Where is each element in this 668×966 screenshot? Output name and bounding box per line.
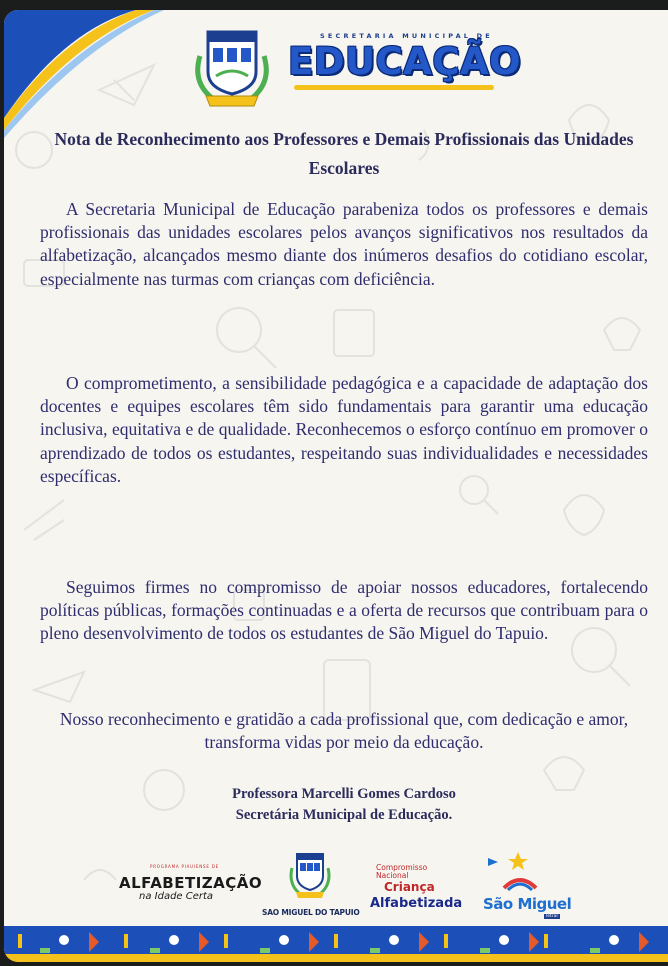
alfabetizacao-logo: ALFABETIZAÇÃO xyxy=(119,874,263,892)
alfabetizacao-subtitle: na Idade Certa xyxy=(139,891,214,902)
sao-miguel-letrar-icon xyxy=(482,848,562,894)
signature-role: Secretária Municipal de Educação. xyxy=(235,807,453,823)
footer-logos xyxy=(4,844,668,928)
alfabetizada-label: Alfabetizada xyxy=(370,896,463,911)
paragraph-1: A Secretaria Municipal de Educação parabeniza todos os professores e demais profissionais das unidades escolares pelos avanços significativos nos resultados da alfabetização, alcançados mesmo diante dos inúmeros desafios do cotidiano escolar, especialmente nas turmas com crianças com deficiência. xyxy=(40,199,648,289)
municipio-label: SAO MIGUEL DO TAPUIO xyxy=(262,908,360,917)
crianca-label: Criança xyxy=(384,880,435,894)
educacao-underline xyxy=(294,85,494,90)
paragraph-2: O comprometimento, a sensibilidade pedagógica e a capacidade de adaptação dos docentes e equipes escolares têm sido fundamentais para garantir uma educação inclusiva, equitativa e de qualidade. Reconhecemos o esforço contínuo em promover o aprendizado de todos os estudantes, respeitando suas individualidades e necessidades específicas. xyxy=(40,373,648,486)
municipal-crest-small-icon xyxy=(288,850,332,900)
decorative-footer-strip xyxy=(4,926,668,962)
municipal-crest-logo xyxy=(190,22,274,110)
corner-swoosh xyxy=(4,10,164,140)
alfabetizacao-program-label: PROGRAMA PIAUIENSE DE xyxy=(150,864,219,869)
signature-name: Professora Marcelli Gomes Cardoso xyxy=(232,786,456,802)
sao-miguel-mini-label: letrar xyxy=(546,914,559,919)
note-title: Nota de Reconhecimento aos Professores e Demais Profissionais das Unidades Escolares xyxy=(54,129,634,178)
compromisso-label: Compromisso Nacional xyxy=(376,863,428,880)
sao-miguel-logo: São Miguel xyxy=(483,895,572,913)
paragraph-3: Seguimos firmes no compromisso de apoiar nossos educadores, fortalecendo políticas públicas, formações continuadas e a oferta de recursos que contribuam para o pleno desenvolvimento de todos os estudantes de São Miguel do Tapuio. xyxy=(40,577,648,644)
paragraph-4: Nosso reconhecimento e gratidão a cada profissional que, com dedicação e amor, transforma vidas por meio da educação. xyxy=(59,709,629,753)
document-page xyxy=(4,10,668,962)
educacao-logo-text: EDUCAÇÃO xyxy=(288,40,522,83)
secretaria-label: SECRETARIA MUNICIPAL DE xyxy=(320,32,493,40)
